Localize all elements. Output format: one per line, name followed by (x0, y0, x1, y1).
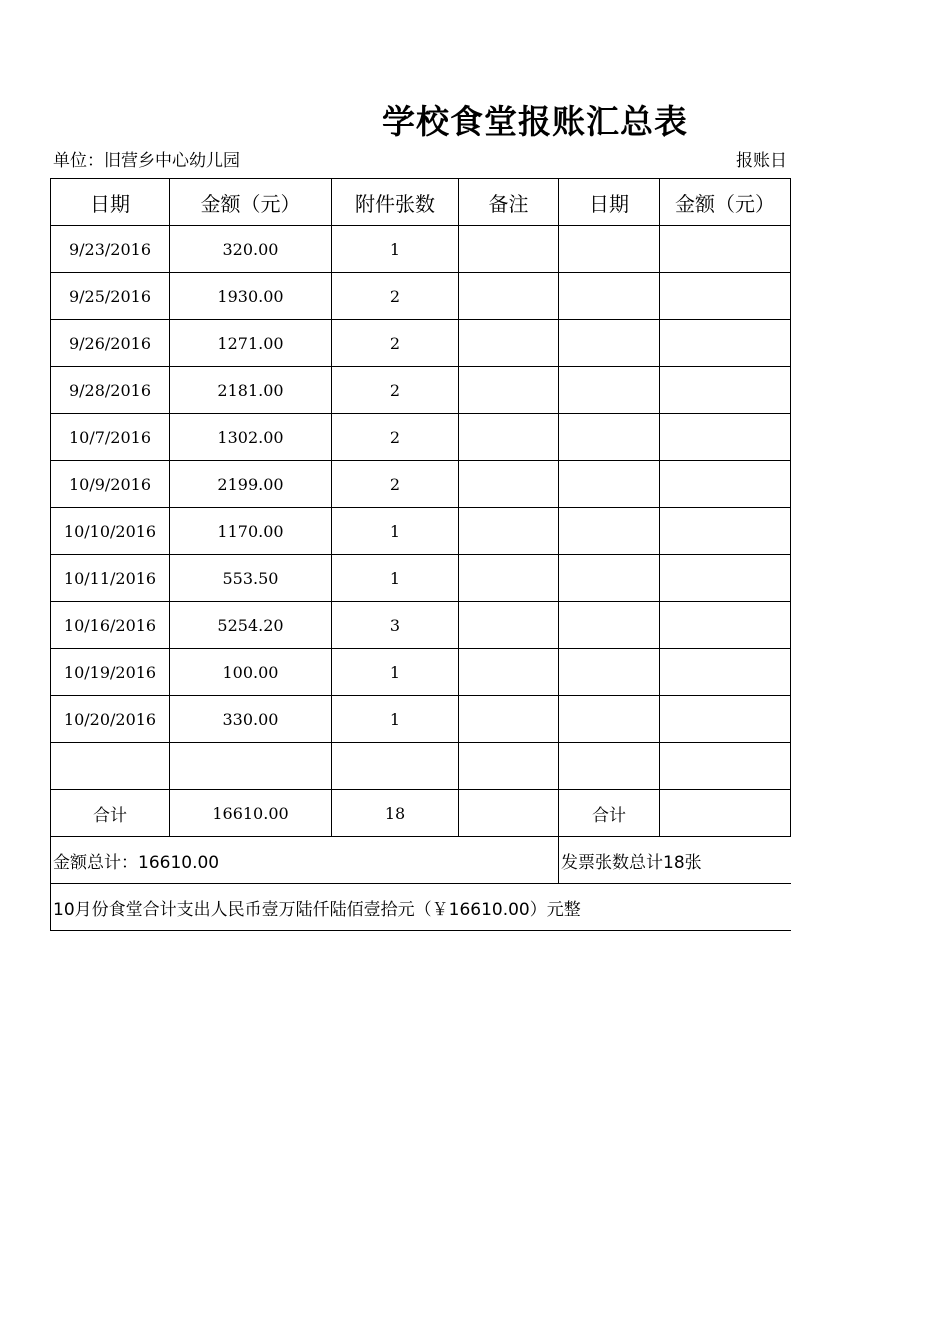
total-remarks (459, 790, 559, 837)
cell-amount-2 (660, 367, 791, 414)
cell-remarks (459, 743, 559, 790)
total-attachments: 18 (332, 790, 459, 837)
table-row (51, 320, 791, 367)
table-row (51, 555, 791, 602)
total-label-right: 合计 (559, 790, 660, 837)
cell-amount-2 (660, 602, 791, 649)
cell-remarks (459, 696, 559, 743)
cell-date: 9/28/2016 (51, 367, 170, 414)
cell-amount: 330.00 (170, 696, 332, 743)
cell-date-2 (559, 602, 660, 649)
cell-remarks (459, 320, 559, 367)
header-date-2: 日期 (559, 179, 660, 226)
unit-label: 单位：旧营乡中心幼儿园 (53, 151, 240, 171)
summary-row (51, 837, 791, 884)
cell-amount: 2199.00 (170, 461, 332, 508)
cell-amount-2 (660, 696, 791, 743)
cell-date-2 (559, 367, 660, 414)
cell-date-2 (559, 508, 660, 555)
cell-date: 10/9/2016 (51, 461, 170, 508)
cell-remarks (459, 273, 559, 320)
cell-remarks (459, 414, 559, 461)
cell-remarks (459, 649, 559, 696)
table-row (51, 461, 791, 508)
cell-date-2 (559, 273, 660, 320)
cell-remarks (459, 602, 559, 649)
header-amount: 金额（元） (170, 179, 332, 226)
statement-row (51, 884, 791, 931)
cell-remarks (459, 508, 559, 555)
cell-date-2 (559, 696, 660, 743)
cell-date-2 (559, 649, 660, 696)
page-title: 学校食堂报账汇总表 (382, 102, 688, 141)
total-row (51, 790, 791, 837)
cell-date-2 (559, 414, 660, 461)
cell-attachments: 2 (332, 273, 459, 320)
cell-attachments: 2 (332, 414, 459, 461)
cell-remarks (459, 226, 559, 273)
cell-attachments: 2 (332, 320, 459, 367)
cell-amount-2 (660, 461, 791, 508)
cell-date-2 (559, 743, 660, 790)
cell-date-2 (559, 320, 660, 367)
cell-attachments: 3 (332, 602, 459, 649)
table-row (51, 649, 791, 696)
cell-date: 10/20/2016 (51, 696, 170, 743)
table-row (51, 508, 791, 555)
cell-attachments: 1 (332, 226, 459, 273)
table-row (51, 696, 791, 743)
table-row (51, 367, 791, 414)
cell-amount-2 (660, 320, 791, 367)
cell-date-2 (559, 461, 660, 508)
cell-amount-2 (660, 226, 791, 273)
reimbursement-table (50, 178, 791, 931)
cell-date-2 (559, 226, 660, 273)
cell-date (51, 743, 170, 790)
table-row (51, 226, 791, 273)
cell-attachments: 2 (332, 367, 459, 414)
table-row (51, 602, 791, 649)
cell-attachments: 1 (332, 508, 459, 555)
cell-date-2 (559, 555, 660, 602)
cell-amount: 553.50 (170, 555, 332, 602)
header-remarks: 备注 (459, 179, 559, 226)
total-amount: 16610.00 (170, 790, 332, 837)
cell-amount: 320.00 (170, 226, 332, 273)
cell-amount-2 (660, 273, 791, 320)
cell-date: 9/25/2016 (51, 273, 170, 320)
cell-remarks (459, 555, 559, 602)
header-date: 日期 (51, 179, 170, 226)
cell-amount: 2181.00 (170, 367, 332, 414)
empty-row (51, 743, 791, 790)
header-attachments: 附件张数 (332, 179, 459, 226)
table-row (51, 414, 791, 461)
cell-amount-2 (660, 649, 791, 696)
cell-remarks (459, 367, 559, 414)
cell-amount: 1170.00 (170, 508, 332, 555)
cell-date: 10/16/2016 (51, 602, 170, 649)
cell-amount: 5254.20 (170, 602, 332, 649)
statement-text: 10月份食堂合计支出人民币壹万陆仟陆佰壹拾元（￥16610.00）元整 (51, 884, 791, 931)
invoice-total-text: 发票张数总计18张 (559, 837, 791, 884)
cell-date: 10/10/2016 (51, 508, 170, 555)
cell-attachments: 1 (332, 649, 459, 696)
cell-date: 10/11/2016 (51, 555, 170, 602)
cell-attachments: 1 (332, 696, 459, 743)
header-amount-2: 金额（元） (660, 179, 791, 226)
total-amount-right (660, 790, 791, 837)
cell-date: 9/26/2016 (51, 320, 170, 367)
cell-amount: 1930.00 (170, 273, 332, 320)
cell-amount-2 (660, 414, 791, 461)
cell-amount-2 (660, 555, 791, 602)
cell-amount-2 (660, 508, 791, 555)
cell-amount (170, 743, 332, 790)
cell-date: 10/19/2016 (51, 649, 170, 696)
amount-total-text: 金额总计：16610.00 (51, 837, 559, 884)
cell-remarks (459, 461, 559, 508)
cell-date: 9/23/2016 (51, 226, 170, 273)
cell-amount: 1271.00 (170, 320, 332, 367)
table-row (51, 273, 791, 320)
cell-attachments (332, 743, 459, 790)
cell-attachments: 1 (332, 555, 459, 602)
cell-amount-2 (660, 743, 791, 790)
cell-amount: 100.00 (170, 649, 332, 696)
cell-attachments: 2 (332, 461, 459, 508)
cell-amount: 1302.00 (170, 414, 332, 461)
header-row (51, 179, 791, 226)
report-date-label: 报账日 (736, 151, 787, 171)
total-label: 合计 (51, 790, 170, 837)
cell-date: 10/7/2016 (51, 414, 170, 461)
